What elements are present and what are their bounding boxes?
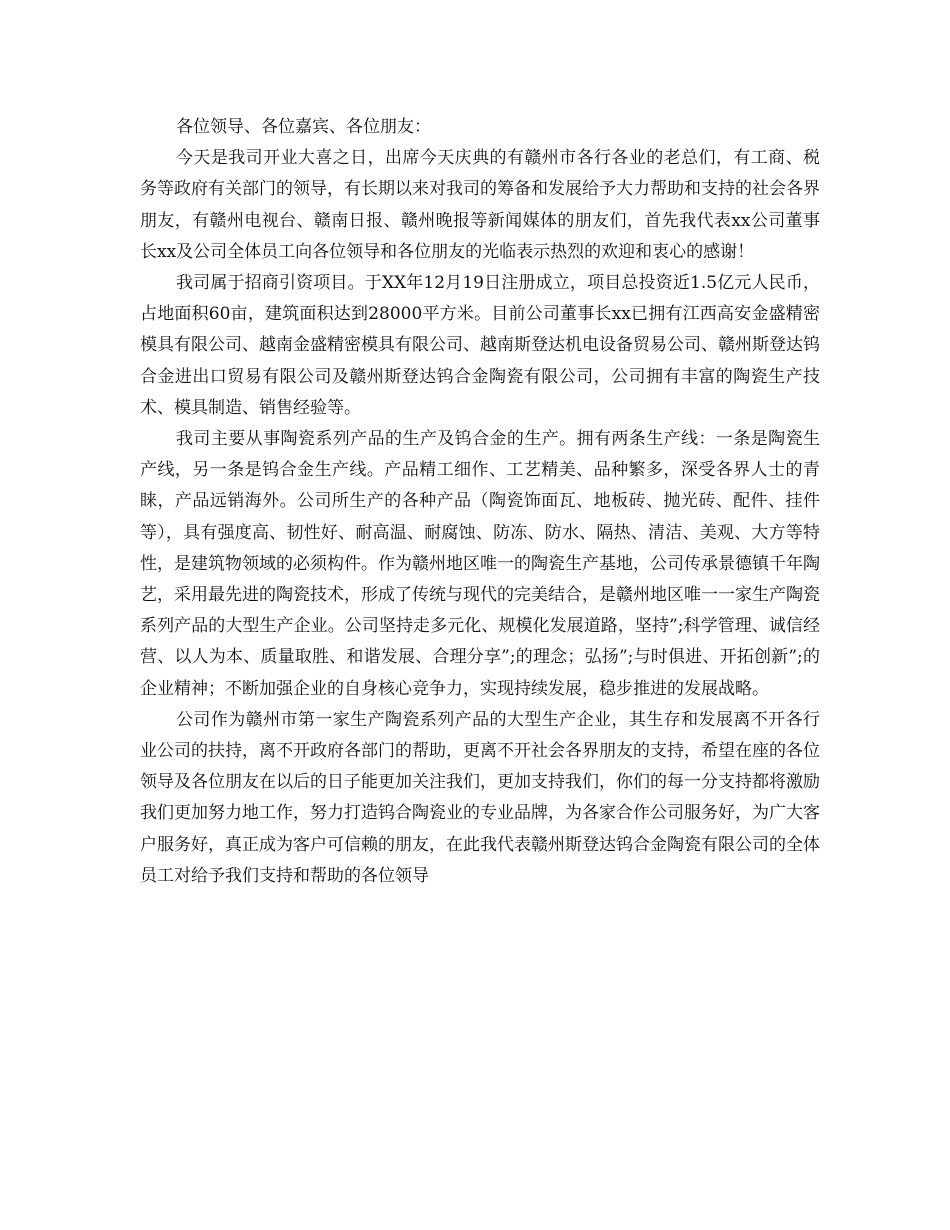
paragraph-business-scope: 我司主要从事陶瓷系列产品的生产及钨合金的生产。拥有两条生产线：一条是陶瓷生产线，另一条是钨合金生产线。产品精工细作、工艺精美、品种繁多，深受各界人士的青睐，产品远销海外。公司所生产的各种产品（陶瓷饰面瓦、地板砖、抛光砖、配件、挂件等），具有强度高、韧性好、耐高温、耐腐蚀、防冻、防水、隔热、清洁、美观、大方等特性，是建筑物领域的必须构件。作为赣州地区唯一的陶瓷生产基地，公司传承景德镇千年陶艺，采用最先进的陶瓷技术，形成了传统与现代的完美结合，是赣州地区唯一一家生产陶瓷系列产品的大型生产企业。公司坚持走多元化、规模化发展道路，坚持”;科学管理、诚信经营、以人为本、质量取胜、和谐发展、合理分享”;的理念；弘扬”;与时俱进、开拓创新”;的企业精神；不断加强企业的自身核心竞争力，实现持续发展，稳步推进的发展战略。: [140, 429, 820, 699]
document-body: [140, 112, 820, 892]
salutation: 各位领导、各位嘉宾、各位朋友：: [176, 117, 431, 137]
paragraph-welcome: 今天是我司开业大喜之日，出席今天庆典的有赣州市各行各业的老总们，有工商、税务等政府有关部门的领导，有长期以来对我司的筹备和发展给予大力帮助和支持的社会各界朋友，有赣州电视台、赣南日报、赣州晚报等新闻媒体的朋友们，首先我代表xx公司董事长xx及公司全体员工向各位领导和各位朋友的光临表示热烈的欢迎和衷心的感谢！: [140, 148, 820, 262]
paragraph-thanks: 公司作为赣州市第一家生产陶瓷系列产品的大型生产企业，其生存和发展离不开各行业公司的扶持，离不开政府各部门的帮助，更离不开社会各界朋友的支持，希望在座的各位领导及各位朋友在以后的日子能更加关注我们，更加支持我们，你们的每一分支持都将激励我们更加努力地工作，努力打造钨合陶瓷业的专业品牌，为各家合作公司服务好，为广大客户服务好，真正成为客户可信赖的朋友，在此我代表赣州斯登达钨合金陶瓷有限公司的全体员工对给予我们支持和帮助的各位领导: [140, 709, 820, 886]
paragraph-company-background: 我司属于招商引资项目。于XX年12月19日注册成立，项目总投资近1.5亿元人民币，占地面积60亩，建筑面积达到28000平方米。目前公司董事长xx已拥有江西高安金盛精密模具有限公司、越南金盛精密模具有限公司、越南斯登达机电设备贸易公司、赣州斯登达钨合金进出口贸易有限公司及赣州斯登达钨合金陶瓷有限公司，公司拥有丰富的陶瓷生产技术、模具制造、销售经验等。: [140, 273, 820, 418]
